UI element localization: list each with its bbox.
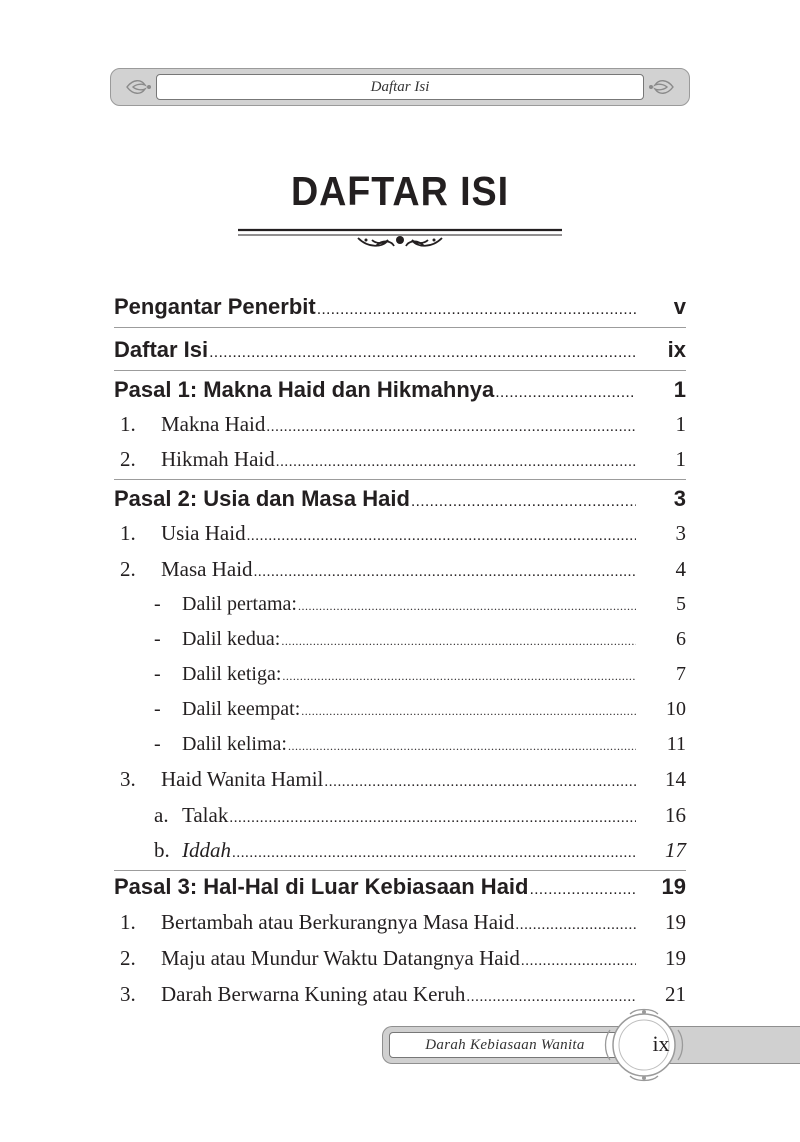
toc-number: 1. xyxy=(120,910,136,934)
toc-label: Dalil ketiga: xyxy=(182,663,282,685)
toc-label: Maju atau Mundur Waktu Datangnya Haid xyxy=(161,946,520,970)
toc-number: 3. xyxy=(120,982,136,1006)
toc-marker: - xyxy=(154,733,161,755)
dot-leader xyxy=(317,301,636,319)
toc-number: 3. xyxy=(120,767,136,791)
toc-entry[interactable] xyxy=(114,733,686,756)
dot-leader xyxy=(266,419,636,436)
toc-number: 2. xyxy=(120,447,136,471)
dot-leader xyxy=(229,810,636,827)
toc-entry[interactable] xyxy=(114,557,686,582)
toc-label: Dalil keempat: xyxy=(182,698,301,720)
dot-leader xyxy=(276,454,636,471)
toc-label: Pengantar Penerbit xyxy=(114,294,316,319)
toc-page: 7 xyxy=(676,663,686,685)
toc-number: 2. xyxy=(120,946,136,970)
toc-marker: - xyxy=(154,698,161,720)
toc-label: Dalil pertama: xyxy=(182,593,297,615)
dot-leader xyxy=(495,384,636,402)
toc-label: Talak xyxy=(182,803,229,827)
dot-leader xyxy=(247,528,636,545)
toc-label: Usia Haid xyxy=(161,521,246,545)
toc-page: 1 xyxy=(675,412,686,436)
toc-entry[interactable] xyxy=(114,698,686,721)
dot-leader xyxy=(521,953,636,970)
running-footer xyxy=(382,1026,800,1064)
dot-leader xyxy=(254,564,636,581)
toc-page: 4 xyxy=(675,557,686,581)
toc-page: 3 xyxy=(673,486,686,511)
toc-entry[interactable] xyxy=(114,486,686,512)
toc-page: v xyxy=(673,294,686,319)
toc-entry[interactable] xyxy=(114,803,686,828)
toc-page: 16 xyxy=(665,803,686,827)
toc-page: 19 xyxy=(665,946,686,970)
page-number: ix xyxy=(652,1031,670,1056)
toc-entry[interactable] xyxy=(114,412,686,437)
toc-label: Dalil kelima: xyxy=(182,733,287,755)
toc-page: 6 xyxy=(676,628,686,650)
toc-entry[interactable] xyxy=(114,910,686,935)
toc-page: 3 xyxy=(675,521,686,545)
toc-label: Masa Haid xyxy=(161,557,253,581)
toc-label: Darah Berwarna Kuning atau Keruh xyxy=(161,982,466,1006)
toc-entry[interactable] xyxy=(114,447,686,472)
divider xyxy=(114,370,686,371)
dot-leader xyxy=(324,774,636,791)
dot-leader xyxy=(288,739,636,754)
toc-marker: b. xyxy=(154,838,170,862)
divider xyxy=(114,870,686,871)
toc-entry[interactable] xyxy=(114,874,686,900)
toc-label: Hikmah Haid xyxy=(161,447,275,471)
divider xyxy=(114,479,686,480)
dot-leader xyxy=(298,599,636,614)
dot-leader xyxy=(209,344,636,362)
toc-label: Haid Wanita Hamil xyxy=(161,767,324,791)
toc-marker: - xyxy=(154,593,161,615)
toc-page: 19 xyxy=(661,874,686,899)
toc-entry[interactable] xyxy=(114,377,686,403)
toc-page: ix xyxy=(667,337,686,362)
dot-leader xyxy=(515,917,636,934)
toc-entry[interactable] xyxy=(114,767,686,792)
toc-page: 1 xyxy=(675,447,686,471)
toc-number: 2. xyxy=(120,557,136,581)
dot-leader xyxy=(466,989,636,1006)
toc-page: 11 xyxy=(666,733,686,755)
dot-leader xyxy=(232,845,636,862)
toc-label: Iddah xyxy=(182,838,231,862)
toc-page: 1 xyxy=(673,377,686,402)
toc-label: Pasal 1: Makna Haid dan Hikmahnya xyxy=(114,377,495,402)
toc-entry[interactable] xyxy=(114,521,686,546)
toc-entry[interactable] xyxy=(114,294,686,320)
dot-leader xyxy=(529,881,636,899)
toc-label: Makna Haid xyxy=(161,412,266,436)
toc-page: 21 xyxy=(665,982,686,1006)
toc-page: 10 xyxy=(666,698,686,720)
toc-entry[interactable] xyxy=(114,337,686,363)
dot-leader xyxy=(301,704,636,719)
toc-label: Daftar Isi xyxy=(114,337,209,362)
toc-label: Dalil kedua: xyxy=(182,628,281,650)
toc-marker: - xyxy=(154,663,161,685)
toc-entry[interactable] xyxy=(114,982,686,1007)
toc-marker: a. xyxy=(154,803,169,827)
toc-number: 1. xyxy=(120,412,136,436)
book-title: Darah Kebiasaan Wanita xyxy=(389,1032,621,1058)
toc-entry[interactable] xyxy=(114,663,686,686)
dot-leader xyxy=(411,493,636,511)
dot-leader xyxy=(281,634,636,649)
toc-page: 14 xyxy=(665,767,686,791)
toc-marker: - xyxy=(154,628,161,650)
table-of-contents xyxy=(114,0,686,1142)
toc-page: 5 xyxy=(676,593,686,615)
page-title: DAFTAR ISI xyxy=(290,168,510,214)
toc-entry[interactable] xyxy=(114,946,686,971)
toc-entry[interactable] xyxy=(114,628,686,651)
dot-leader xyxy=(282,669,636,684)
toc-label: Pasal 2: Usia dan Masa Haid xyxy=(114,486,410,511)
divider xyxy=(114,327,686,328)
toc-entry[interactable] xyxy=(114,593,686,616)
toc-label: Pasal 3: Hal-Hal di Luar Kebiasaan Haid xyxy=(114,874,529,899)
toc-page: 19 xyxy=(665,910,686,934)
toc-page: 17 xyxy=(665,838,686,862)
toc-label: Bertambah atau Berkurangnya Masa Haid xyxy=(161,910,515,934)
running-header-label: Daftar Isi xyxy=(156,74,644,100)
toc-entry[interactable] xyxy=(114,838,686,863)
toc-number: 1. xyxy=(120,521,136,545)
